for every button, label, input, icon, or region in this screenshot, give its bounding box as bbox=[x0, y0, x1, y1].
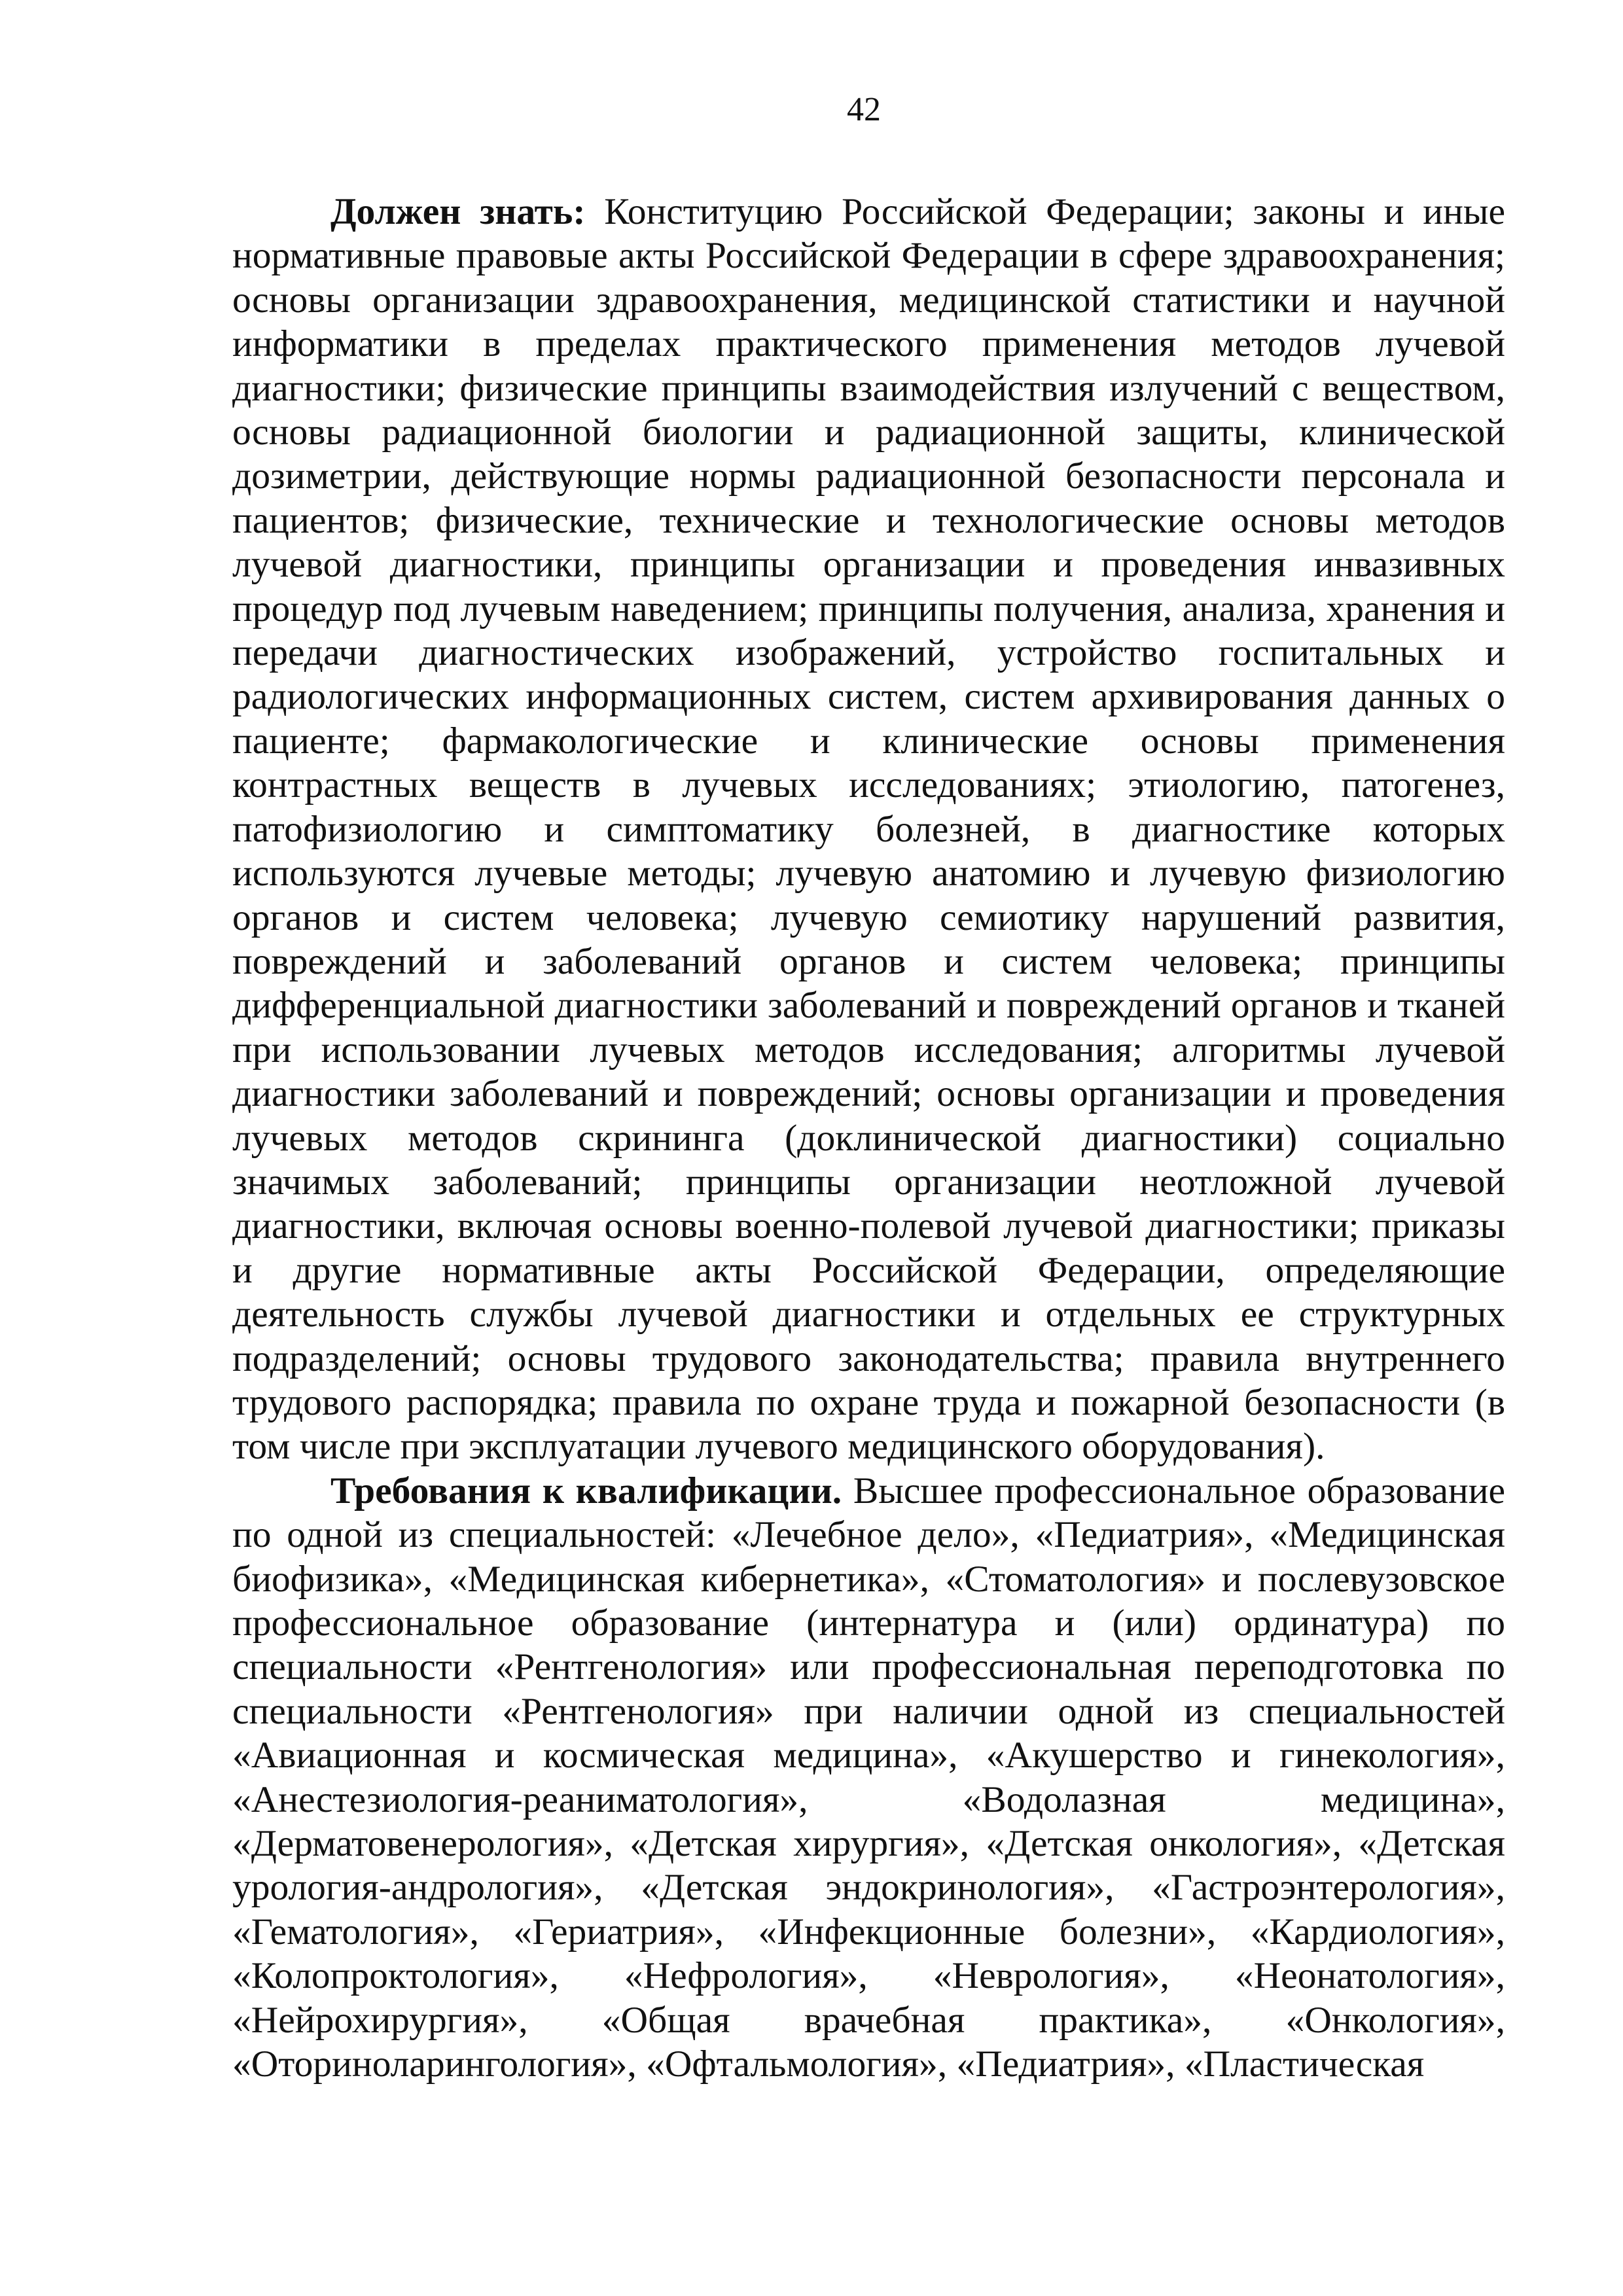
paragraph-lead-must-know: Должен знать: bbox=[330, 191, 586, 232]
paragraph-qualification-requirements bbox=[232, 1469, 1505, 2087]
paragraph-lead-qualification-requirements: Требования к квалификации. bbox=[330, 1470, 842, 1511]
body-text bbox=[232, 190, 1505, 2086]
paragraph-body-qualification-requirements: Высшее профессиональное образование по одной из специальностей: «Лечебное дело», «Педиатрия», «Медицинская биофизика», «Медицинская кибернетика», «Стоматология» и послевузовское профессиональное образование (интернатура и (или) ординатура) по специальности «Рентгенология» или профессиональная переподготовка по специальности «Рентгенология» при наличии одной из специальностей «Авиационная и космическая медицина», «Акушерство и гинекология», «Анестезиология-реаниматология», «Водолазная медицина», «Дерматовенерология», «Детская хирургия», «Детская онкология», «Детская урология-андрология», «Детская эндокринология», «Гастроэнтерология», «Гематология», «Гериатрия», «Инфекционные болезни», «Кардиология», «Колопроктология», «Нефрология», «Неврология», «Неонатология», «Нейрохирургия», «Общая врачебная практика», «Онкология», «Оториноларингология», «Офтальмология», «Педиатрия», «Пластическая bbox=[232, 1470, 1505, 2085]
page-number: 42 bbox=[847, 91, 881, 128]
paragraph-body-must-know: Конституцию Российской Федерации; законы и иные нормативные правовые акты Российской Федерации в сфере здравоохранения; основы организации здравоохранения, медицинской статистики и научной информатики в пределах практического применения методов лучевой диагностики; физические принципы взаимодействия излучений с веществом, основы радиационной биологии и радиационной защиты, клинической дозиметрии, действующие нормы радиационной безопасности персонала и пациентов; физические, технические и технологические основы методов лучевой диагностики, принципы организации и проведения инвазивных процедур под лучевым наведением; принципы получения, анализа, хранения и передачи диагностических изображений, устройство госпитальных и радиологических информационных систем, систем архивирования данных о пациенте; фармакологические и клинические основы применения контрастных веществ в лучевых исследованиях; этиологию, патогенез, патофизиологию и симптоматику болезней, в диагностике которых используются лучевые методы; лучевую анатомию и лучевую физиологию органов и систем человека; лучевую семиотику нарушений развития, повреждений и заболеваний органов и систем человека; принципы дифференциальной диагностики заболеваний и повреждений органов и тканей при использовании лучевых методов исследования; алгоритмы лучевой диагностики заболеваний и повреждений; основы организации и проведения лучевых методов скрининга (доклинической диагностики) социально значимых заболеваний; принципы организации неотложной лучевой диагностики, включая основы военно-полевой лучевой диагностики; приказы и другие нормативные акты Российской Федерации, определяющие деятельность службы лучевой диагностики и отдельных ее структурных подразделений; основы трудового законодательства; правила внутреннего трудового распорядка; правила по охране труда и пожарной безопасности (в том числе при эксплуатации лучевого медицинского оборудования). bbox=[232, 191, 1505, 1468]
paragraph-must-know bbox=[232, 190, 1505, 1469]
